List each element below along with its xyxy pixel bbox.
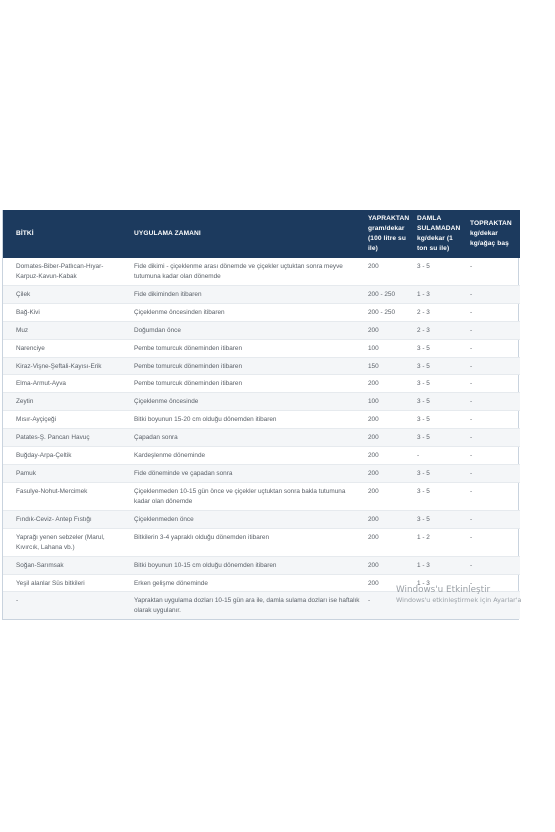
table-row (3, 482, 520, 510)
table-row (3, 510, 520, 528)
cell-application-time: Yapraktan uygulama dozları 10-15 gün ara ile, damla sulama dozları ise haftalık olarak uygulanır. (125, 592, 364, 619)
cell-application-time: Pembe tomurcuk döneminden itibaren (125, 357, 364, 375)
cell-foliar: - (364, 592, 413, 619)
cell-application-time: Bitki boyunun 10-15 cm olduğu dönemden itibaren (125, 556, 364, 574)
cell-foliar: 200 (364, 574, 413, 592)
cell-drip: 3 - 5 (413, 482, 466, 510)
cell-plant: Buğday-Arpa-Çeltik (3, 447, 125, 465)
cell-plant: Pamuk (3, 465, 125, 483)
cell-drip: 3 - 5 (413, 510, 466, 528)
cell-application-time: Pembe tomurcuk döneminden itibaren (125, 375, 364, 393)
cell-application-time: Çapadan sonra (125, 429, 364, 447)
header-plant: BİTKİ (16, 230, 34, 238)
cell-drip: 3 - 5 (413, 429, 466, 447)
cell-plant: Fındık-Ceviz- Antep Fıstığı (3, 510, 125, 528)
cell-drip: 1 - 3 (413, 556, 466, 574)
cell-plant: Yeşil alanlar Süs bitkileri (3, 574, 125, 592)
cell-foliar: 200 (364, 510, 413, 528)
cell-application-time: Çiçeklenmeden önce (125, 510, 364, 528)
cell-drip: 1 - 3 (413, 285, 466, 303)
cell-application-time: Çiçeklenmeden 10-15 gün önce ve çiçekler uçtuktan sonra bakla tutumuna kadar olan dönemde (125, 482, 364, 510)
cell-plant: Mısır-Ayçiçeği (3, 411, 125, 429)
cell-plant: Çilek (3, 285, 125, 303)
cell-soil: - (466, 285, 520, 303)
cell-application-time: Çiçeklenme öncesinde (125, 393, 364, 411)
cell-foliar: 200 - 250 (364, 285, 413, 303)
cell-soil: - (466, 258, 520, 285)
cell-foliar: 200 (364, 528, 413, 556)
cell-foliar: 200 (364, 465, 413, 483)
cell-application-time: Pembe tomurcuk döneminden itibaren (125, 339, 364, 357)
table-row (3, 411, 520, 429)
table-row (3, 258, 520, 285)
watermark-subtitle: Windows'u etkinleştirmek için Ayarlar'a (396, 595, 522, 604)
cell-foliar: 200 (364, 375, 413, 393)
cell-plant: Yaprağı yenen sebzeler (Marul, Kıvırcık, Lahana vb.) (3, 528, 125, 556)
cell-soil: - (466, 574, 520, 592)
cell-application-time: Fide döneminde ve çapadan sonra (125, 465, 364, 483)
cell-soil: - (466, 357, 520, 375)
table-row (3, 393, 520, 411)
table-body (3, 258, 520, 619)
cell-plant: Fasulye-Nohut-Mercimek (3, 482, 125, 510)
cell-application-time: Fide dikimi - çiçeklenme arası dönemde ve çiçekler uçtuktan sonra meyve tutumuna kadar olan dönemde (125, 258, 364, 285)
cell-foliar: 100 (364, 393, 413, 411)
cell-application-time: Erken gelişme döneminde (125, 574, 364, 592)
cell-drip: 3 - 5 (413, 411, 466, 429)
header-row (3, 210, 520, 258)
table-row (3, 429, 520, 447)
cell-soil: - (466, 411, 520, 429)
cell-application-time: Bitki boyunun 15-20 cm olduğu dönemden itibaren (125, 411, 364, 429)
table-row (3, 528, 520, 556)
cell-drip: 3 - 5 (413, 339, 466, 357)
watermark-title: Windows'u Etkinleştir (396, 585, 491, 595)
table-row (3, 339, 520, 357)
cell-plant: Zeytin (3, 393, 125, 411)
cell-plant: Elma-Armut-Ayva (3, 375, 125, 393)
cell-foliar: 200 (364, 556, 413, 574)
cell-plant: Patates-Ş. Pancarı Havuç (3, 429, 125, 447)
cell-foliar: 100 (364, 339, 413, 357)
cell-soil: - (466, 510, 520, 528)
table-row (3, 375, 520, 393)
cell-foliar: 200 (364, 411, 413, 429)
table-row (3, 303, 520, 321)
cell-soil: - (466, 429, 520, 447)
cell-soil: - (466, 556, 520, 574)
dosage-table-container (2, 210, 522, 620)
cell-drip: 3 - 5 (413, 357, 466, 375)
dosage-table (3, 210, 520, 619)
cell-foliar: 150 (364, 357, 413, 375)
table-row (3, 556, 520, 574)
cell-plant: - (3, 592, 125, 619)
cell-foliar: 200 (364, 258, 413, 285)
cell-soil: - (466, 375, 520, 393)
cell-soil: - (466, 528, 520, 556)
cell-soil: - (466, 447, 520, 465)
table-header (3, 210, 520, 258)
cell-foliar: 200 - 250 (364, 303, 413, 321)
table-row (3, 357, 520, 375)
table-row (3, 465, 520, 483)
cell-foliar: 200 (364, 429, 413, 447)
cell-drip: 3 - 5 (413, 465, 466, 483)
cell-foliar: 200 (364, 482, 413, 510)
cell-soil: - (466, 321, 520, 339)
cell-soil: - (466, 339, 520, 357)
cell-foliar: 200 (364, 321, 413, 339)
cell-drip: 1 - 2 (413, 528, 466, 556)
cell-application-time: Çiçeklenme öncesinden itibaren (125, 303, 364, 321)
cell-plant: Narenciye (3, 339, 125, 357)
cell-application-time: Fide dikiminden itibaren (125, 285, 364, 303)
table-row (3, 321, 520, 339)
cell-application-time: Doğumdan önce (125, 321, 364, 339)
cell-plant: Bağ-Kivi (3, 303, 125, 321)
table-row (3, 447, 520, 465)
header-application-time: UYGULAMA ZAMANI (134, 230, 201, 238)
cell-soil: - (466, 482, 520, 510)
cell-application-time: Kardeşlenme döneminde (125, 447, 364, 465)
cell-drip: 2 - 3 (413, 321, 466, 339)
cell-soil: - (466, 393, 520, 411)
cell-soil: - (466, 465, 520, 483)
cell-plant: Domates-Biber-Patlıcan-Hıyar-Karpuz-Kavun-Kabak (3, 258, 125, 285)
cell-drip: 1 - 3 (413, 574, 466, 592)
cell-drip: - (413, 447, 466, 465)
cell-drip: 2 - 3 (413, 303, 466, 321)
table-row (3, 285, 520, 303)
cell-soil: - (466, 303, 520, 321)
cell-plant: Soğan-Sarımsak (3, 556, 125, 574)
cell-plant: Muz (3, 321, 125, 339)
activation-watermark (396, 585, 521, 604)
cell-foliar: 200 (364, 447, 413, 465)
cell-drip: 3 - 5 (413, 393, 466, 411)
header-foliar: YAPRAKTAN gram/dekar (100 litre su ile) (368, 215, 410, 252)
header-soil: TOPRAKTAN kg/dekar kg/ağaç baş (470, 220, 512, 247)
cell-application-time: Bitkilerin 3-4 yapraklı olduğu dönemden itibaren (125, 528, 364, 556)
cell-drip: 3 - 5 (413, 258, 466, 285)
header-drip: DAMLA SULAMADAN kg/dekar (1 ton su ile) (417, 215, 461, 252)
cell-drip: 3 - 5 (413, 375, 466, 393)
cell-plant: Kiraz-Vişne-Şeftali-Kayısı-Erik (3, 357, 125, 375)
